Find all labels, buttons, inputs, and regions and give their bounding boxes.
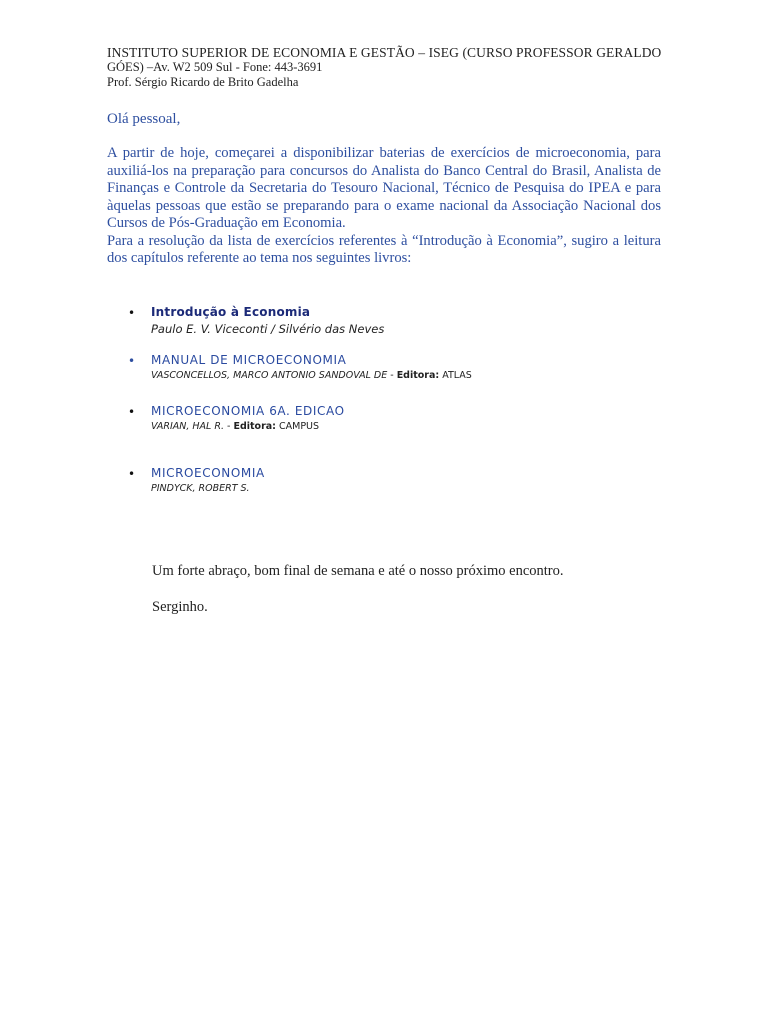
header-professor: Prof. Sérgio Ricardo de Brito Gadelha — [107, 75, 299, 89]
book-publisher: ATLAS — [442, 370, 472, 381]
book-publisher: CAMPUS — [279, 421, 320, 432]
header-institution: INSTITUTO SUPERIOR DE ECONOMIA E GESTÃO – ISEG (CURSO PROFESSOR GERALDO — [107, 45, 662, 60]
header-address: GÓES) –Av. W2 509 Sul - Fone: 443-3691 — [107, 60, 323, 74]
book-authors-text: VASCONCELLOS, MARCO ANTONIO SANDOVAL DE — [151, 370, 388, 381]
intro-paragraph-1: A partir de hoje, começarei a disponibilizar baterias de exercícios de microeconomia, para auxiliá-los na preparação para concursos do Analista do Banco Central do Brasil, Analista de Finanças e Controle da Secretaria do Tesouro Nacional, Técnico de Pesquisa do IPEA e para àquelas pessoas que estão se preparando para o exame nacional da Associação Nacional dos Cursos de Pós-Graduação em Economia. — [107, 145, 661, 231]
book-separator: - — [223, 421, 234, 432]
book-publisher-label: Editora: — [233, 421, 276, 432]
book-title-link[interactable]: MICROECONOMIA 6A. EDICAO — [151, 404, 345, 418]
bullet-icon: • — [128, 306, 136, 320]
closing-text: Um forte abraço, bom final de semana e até o nosso próximo encontro. — [152, 563, 564, 579]
book-authors — [151, 323, 384, 335]
intro-paragraph-2: Para a resolução da lista de exercícios referentes à “Introdução à Economia”, sugiro a leitura dos capítulos referente ao tema nos seguintes livros: — [107, 232, 661, 266]
bullet-icon: • — [128, 354, 136, 368]
greeting: Olá pessoal, — [107, 111, 181, 127]
book-title-link[interactable]: MANUAL DE MICROECONOMIA — [151, 353, 347, 367]
book-authors-text: VARIAN, HAL R. — [151, 421, 224, 432]
book-authors — [151, 483, 250, 495]
bullet-icon: • — [128, 405, 136, 419]
book-title-link[interactable]: MICROECONOMIA — [151, 466, 265, 480]
book-title-link[interactable]: Introdução à Economia — [151, 305, 311, 319]
document-header — [107, 45, 667, 90]
intro-text — [107, 145, 661, 268]
signature: Serginho. — [152, 599, 208, 615]
book-authors — [151, 370, 472, 382]
book-authors-text: Paulo E. V. Viceconti / Silvério das Neves — [151, 322, 385, 336]
book-separator: - — [387, 370, 397, 381]
book-publisher-label: Editora: — [396, 370, 440, 381]
book-authors-text: PINDYCK, ROBERT S. — [151, 483, 250, 494]
book-authors — [151, 421, 319, 433]
bullet-icon: • — [128, 467, 136, 481]
